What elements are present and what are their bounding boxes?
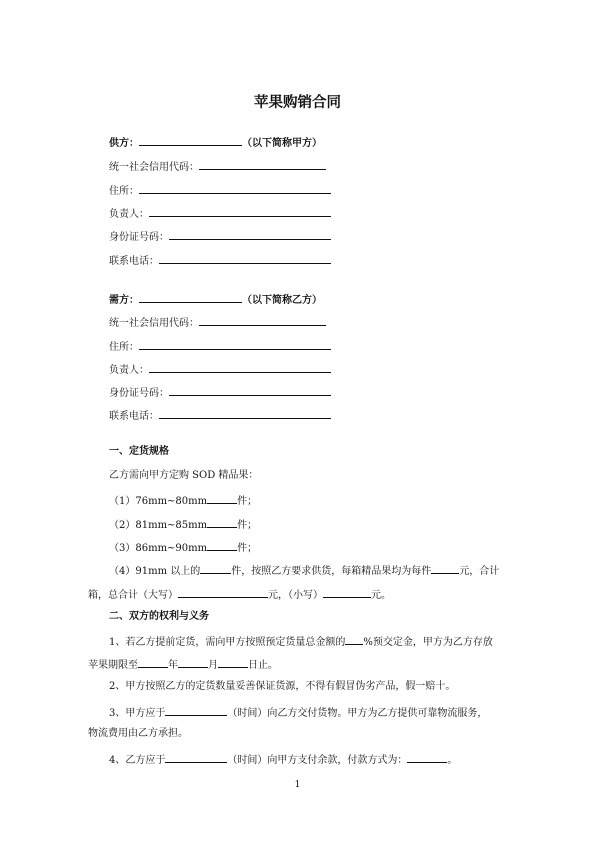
clause4-text: 4、乙方应于 — [109, 755, 166, 766]
month-label: 月 — [208, 660, 218, 671]
seller-line — [109, 135, 322, 150]
clause3-line2: 物流费用由乙方承担。 — [88, 728, 188, 739]
clause4 — [109, 752, 457, 767]
seller-phone-row — [109, 253, 331, 268]
buyer-label: 需方： — [109, 295, 139, 306]
storage-year-blank[interactable] — [138, 657, 168, 668]
seller-credit-code-row — [109, 159, 326, 174]
section1-heading: 一、定货规格 — [109, 446, 169, 457]
payment-method-blank[interactable] — [407, 752, 447, 763]
clause3-text: 3、甲方应于 — [109, 708, 166, 719]
seller-id-label: 身份证号码： — [109, 232, 169, 243]
seller-id-blank[interactable] — [169, 229, 331, 240]
seller-address-row — [109, 183, 331, 198]
buyer-credit-code-label: 统一社会信用代码： — [109, 318, 199, 329]
storage-until-label: 苹果期限至 — [88, 660, 138, 671]
buyer-phone-label: 联系电话： — [109, 411, 159, 422]
seller-credit-code-label: 统一社会信用代码： — [109, 162, 199, 173]
spec1-label: （1）76mm~80mm — [109, 496, 208, 507]
buyer-name-blank[interactable] — [139, 292, 242, 303]
total-upper-label: 箱，总合计（大写） — [88, 590, 178, 601]
buyer-id-blank[interactable] — [169, 385, 331, 396]
section2-heading: 二、双方的权利与义务 — [109, 611, 209, 622]
page-number: 1 — [294, 780, 301, 790]
seller-label: 供方： — [109, 138, 139, 149]
clause1-text-cont: %预交定金，甲方为乙方存放 — [363, 637, 493, 648]
buyer-alias: （以下简称乙方） — [242, 295, 322, 306]
delivery-time-blank[interactable] — [165, 705, 227, 716]
clause4-end: 。 — [447, 755, 458, 766]
buyer-id-row — [109, 385, 331, 400]
payment-time-blank[interactable] — [165, 752, 227, 763]
buyer-credit-code-row — [109, 315, 326, 330]
deposit-percent-blank[interactable] — [345, 634, 363, 645]
storage-month-blank[interactable] — [178, 657, 208, 668]
year-label: 年 — [168, 660, 178, 671]
spec4-row — [109, 563, 499, 578]
total-lower-label: 元，（小写） — [268, 590, 323, 601]
total-upper-blank[interactable] — [178, 587, 268, 598]
spec1-qty-blank[interactable] — [207, 493, 237, 504]
seller-principal-row — [109, 206, 331, 221]
buyer-address-blank[interactable] — [139, 339, 331, 350]
buyer-principal-row — [109, 362, 331, 377]
spec1-unit: 件； — [237, 496, 258, 507]
total-lower-blank[interactable] — [323, 587, 371, 598]
clause4-text-cont: （时间）向甲方支付余款，付款方式为： — [227, 755, 408, 766]
seller-principal-blank[interactable] — [149, 206, 331, 217]
spec3-row — [109, 540, 257, 555]
seller-address-blank[interactable] — [139, 183, 331, 194]
clause1-line1 — [109, 634, 493, 649]
clause2: 2、甲方按照乙方的定货数量妥善保证货源，不得有假冒伪劣产品，假一赔十。 — [109, 681, 456, 692]
spec2-label: （2）81mm~85mm — [109, 520, 208, 531]
contract-title: 苹果购销合同 — [254, 95, 341, 111]
spec3-unit: 件； — [237, 543, 258, 554]
spec2-qty-blank[interactable] — [207, 517, 237, 528]
clause3-line1 — [109, 705, 487, 720]
buyer-phone-row — [109, 408, 331, 423]
spec1-row — [109, 493, 257, 508]
buyer-principal-label: 负责人： — [109, 365, 149, 376]
spec4-row-cont — [88, 587, 391, 602]
buyer-line — [109, 292, 322, 307]
seller-alias: （以下简称甲方） — [242, 138, 322, 149]
seller-credit-code-blank[interactable] — [199, 159, 326, 170]
spec4-total-label: 元，合计 — [459, 566, 500, 577]
buyer-phone-blank[interactable] — [159, 408, 331, 419]
spec4-desc: 件，按照乙方要求供货，每箱精品果均为每件 — [231, 566, 432, 577]
seller-address-label: 住所： — [109, 186, 139, 197]
section1-intro: 乙方需向甲方定购 SOD 精品果： — [109, 470, 259, 481]
day-label: 日止。 — [248, 660, 278, 671]
spec4-label: （4）91mm 以上的 — [109, 566, 201, 577]
seller-id-row — [109, 229, 331, 244]
spec3-qty-blank[interactable] — [207, 540, 237, 551]
spec2-unit: 件； — [237, 520, 258, 531]
buyer-address-label: 住所： — [109, 342, 139, 353]
clause1-line2 — [88, 657, 278, 672]
seller-phone-label: 联系电话： — [109, 256, 159, 267]
spec4-qty-blank[interactable] — [200, 563, 231, 574]
buyer-credit-code-blank[interactable] — [199, 315, 326, 326]
spec2-row — [109, 517, 257, 532]
buyer-principal-blank[interactable] — [149, 362, 331, 373]
storage-day-blank[interactable] — [218, 657, 248, 668]
spec3-label: （3）86mm~90mm — [109, 543, 208, 554]
seller-principal-label: 负责人： — [109, 209, 149, 220]
total-lower-unit: 元。 — [371, 590, 391, 601]
clause3-text-cont: （时间）向乙方交付货物。甲方为乙方提供可靠物流服务， — [227, 708, 488, 719]
unit-price-blank[interactable] — [431, 563, 459, 574]
seller-name-blank[interactable] — [139, 135, 242, 146]
buyer-id-label: 身份证号码： — [109, 388, 169, 399]
buyer-address-row — [109, 339, 331, 354]
clause1-text: 1、若乙方提前定货，需向甲方按照预定货量总金额的 — [109, 637, 346, 648]
seller-phone-blank[interactable] — [159, 253, 331, 264]
